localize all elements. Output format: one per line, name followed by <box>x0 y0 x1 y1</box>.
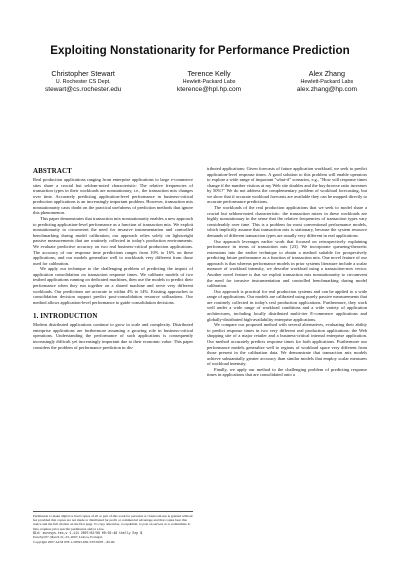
abstract-heading: ABSTRACT <box>33 167 72 175</box>
author-2 <box>177 70 241 94</box>
author-affiliation: U. Rochester CS Dept. <box>55 78 111 85</box>
author-1 <box>45 70 121 94</box>
author-name: Christopher Stewart <box>51 69 115 78</box>
body-paragraph: Our approach leverages earlier work that focused on retrospectively explaining performance in terms of transaction mix [23]. We incorporate queueing-theoretic extensions into the earlier technique to obtain a method suitable for prospectively predicting future performance as a function of transaction mix. One novel feature of our approach is that whereas performance models in prior systems literature include a scalar measure of workload intensity, we describe workload using a transaction-mix vector. Another novel feature is that we exploit transaction mix nonstationarity to circumvent the need for invasive instrumentation and controlled benchmarking during model calibration. <box>207 238 367 289</box>
venue-line: EuroSys'07, March 21–23, 2007, Lisboa, Portugal. <box>33 535 103 540</box>
introduction-paragraph: Modern distributed applications continue to grow in scale and complexity. Distributed enterprise applications are furthermore assuming a growing role in business-critical operations. Understanding the performance of such applications is consequently increasingly difficult yet increasingly important due to their economic value. This paper considers the problem of performance prediction in dis- <box>33 322 193 350</box>
permission-text: Permission to make digital or hard copies of all or part of this work for personal or classroom use is granted without fee provided that copies are not made or distributed for profit or commercial advantage and that copies bear this notice and the full citation on the first page. To copy otherwise, to republish, to post on servers or to redistribute to lists, requires prior specific permission and/or a fee. <box>33 513 193 531</box>
author-name: Terence Kelly <box>187 69 231 78</box>
left-column <box>33 166 193 544</box>
abstract-paragraph: We apply our technique to the challenging problem of predicting the impact of application consolidation on transaction response times. We calibrate models of two testbed applications running on dedicated machines, then use the models to predict their performance when they run together on a shared machine and serve very different workloads. Our predictions are accurate to within 4% to 14%. Existing approaches to consolidation decision support predict post-consolidation resource utilizations. Our method allows application-level performance to guide consolidation decisions. <box>33 266 193 305</box>
body-paragraph: Finally, we apply our method to the challenging problem of predicting response times in applications that are consolidated onto a <box>207 366 367 378</box>
body-paragraph: tributed applications: Given forecasts of future application workload, we seek to predict application-level response times. A good solution to this problem will enable operators to explore a wide range of important "what-if" scenarios, e.g., "How will response times change if the number visitors at my Web site doubles and the buy:browse ratio increases by 50%?" We do not address the complementary problem of workload forecasting, but we show that if accurate workload forecasts are available they can be mapped directly to accurate performance predictions. <box>207 166 367 205</box>
paper-title: Exploiting Nonstationarity for Performance Prediction <box>50 44 350 57</box>
author-name: Alex Zhang <box>308 69 346 78</box>
body-paragraph: Our approach is practical for real production systems and can be applied to a wide range of applications. Our models are calibrated using purely passive measurements that are routinely collected in today's real production applications. Furthermore, they work well under a wide range of workload conditions and a wide variety of application architectures, including locally distributed multi-tier E-commerce applications and globally-distributed high-availability enterprise applications. <box>207 288 367 322</box>
introduction-heading: 1. INTRODUCTION <box>33 312 98 321</box>
author-affiliation: Hewlett-Packard Labs <box>300 78 354 85</box>
author-3 <box>297 70 357 94</box>
abstract-paragraph: Real production applications ranging from enterprise applications to large e-commerce sites share a crucial but seldom-noted characteristic: The relative frequencies of transaction types in their workloads are nonstationary, i.e., the transaction mix changes over time. Accurately predicting application-level performance in business-critical production applications is an increasingly important problem. However, transaction mix nonstationarity casts doubt on the practical usefulness of prediction methods that ignore this phenomenon. <box>33 177 193 216</box>
right-column <box>207 166 367 544</box>
author-affiliation: Hewlett-Packard Labs <box>182 78 236 85</box>
body-paragraph: The workloads of the real production applications that we seek to model share a crucial but seldom-noted characteristic: the transaction mixes in these workloads are highly nonstationary in the sense that the relative frequencies of transaction types vary considerably over time. This is a problem for most conventional performance models, which implicitly assume that transaction mix is stationary, because the system resource demands of different transaction types are usually very different in real applications. <box>207 205 367 238</box>
revision-id: $Id: eurosys.tex,v 1.111 2007/02/09 00:02:48 tkelly Exp $ <box>33 530 143 535</box>
permission-footnote <box>33 511 193 544</box>
author-email: kterence@hpl.hp.com <box>176 85 242 93</box>
abstract-paragraph: This paper demonstrates that transaction mix nonstationarity enables a new approach to predicting application-level performance as a function of transaction mix. We exploit nonstationarity to circumvent the need for invasive instrumentation and controlled benchmarking during model calibration; our approach relies solely on lightweight passive measurements that are routinely collected in today's production environments. We evaluate predictive accuracy on two real business-critical production applications. The accuracy of our response time predictions ranges from 10% to 16% on these applications, and our models generalize well to workloads very different from those used for calibration. <box>33 216 193 266</box>
author-block <box>33 70 367 94</box>
body-paragraph: We compare our proposed method with several alternatives, evaluating their ability to predict response times in two very different real production applications: the Web shopping site of a major retailer and a business-critical internal enterprise application. Our method accurately predicts response times for both applications. Furthermore our performance models generalize well to regions of workload space very different from those present in the calibration data. We demonstrate that transaction mix models achieve substantially greater accuracy than similar models that employ scalar measures of workload intensity. <box>207 322 367 367</box>
author-email: alex.zhang@hp.com <box>296 85 357 93</box>
copyright-line: Copyright 2007 ACM 978-1-59593-636-3/07/0003 ...$5.00. <box>33 539 116 544</box>
body-columns <box>33 166 367 544</box>
author-email: stewart@cs.rochester.edu <box>45 85 122 93</box>
